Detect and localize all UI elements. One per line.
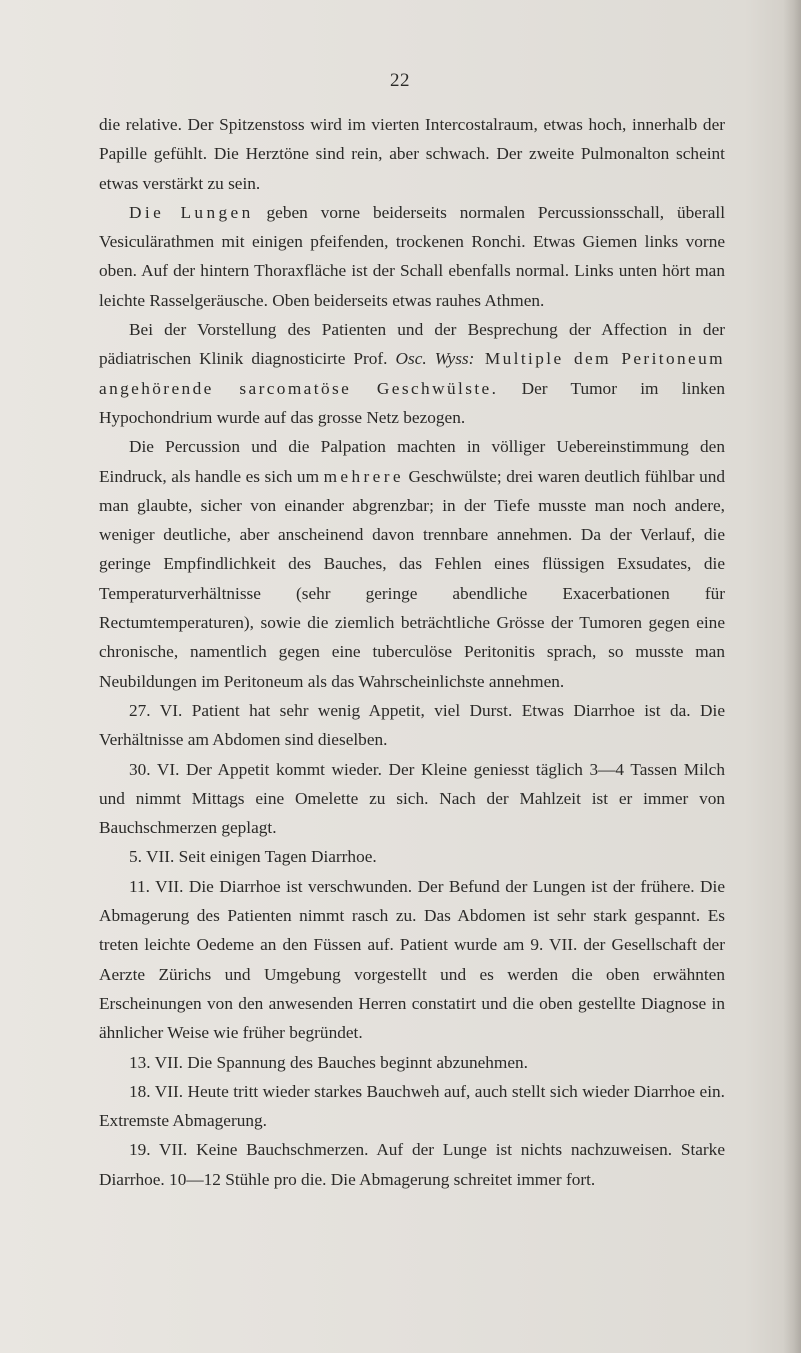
entry-18-vii: 18. VII. Heute tritt wieder starkes Bauchweh auf, auch stellt sich wieder Diarrhoe ein. Extremste Abmagerung. (99, 1081, 725, 1131)
entry-30-vi: 30. VI. Der Appetit kommt wieder. Der Kleine geniesst täglich 3—4 Tassen Milch und nimmt Mittags eine Omelette zu sich. Nach der Mahlzeit ist er immer von Bauchschmerzen geplagt. (99, 759, 725, 838)
diagnosis-spaced: Multiple dem Peritoneum angehörende sarcomatöse Geschwülste. (99, 349, 726, 398)
paragraph-lung-findings-text: geben vorne beiderseits normalen Percussionsschall, überall Vesiculärathmen mit einigen pfeifenden, trockenen Ronchi. Etwas Giemen links vorne oben. Auf der hintern Thoraxfläche ist der Schall ebenfalls normal. Links unten hört man leichte Rasselgeräusche. Oben beiderseits etwas rauhes Athmen. (99, 202, 726, 310)
entry-13-vii: 13. VII. Die Spannung des Bauches beginnt abzunehmen. (129, 1052, 528, 1072)
paragraph-heart-findings: die relative. Der Spitzenstoss wird im vierten Intercostalraum, etwas hoch, innerhalb der Papille gefühlt. Die Herztöne sind rein, aber schwach. Der zweite Pulmonalton scheint etwas verstärkt zu sein. (99, 115, 725, 193)
paragraph-diagnosis-tumor: Der Tumor im linken Hypochondrium wurde auf das grosse Netz bezogen. (99, 378, 725, 427)
professor-name: Osc. Wyss: (395, 349, 475, 369)
paragraph-lung-findings (99, 198, 725, 315)
entry-27-vi: 27. VI. Patient hat sehr wenig Appetit, viel Durst. Etwas Diarrhoe ist da. Die Verhältnisse am Abdomen sind dieselben. (99, 700, 725, 750)
page-edge-shadow (783, 0, 801, 1353)
entry-5-vii: 5. VII. Seit einigen Tagen Diarrhoe. (129, 847, 377, 867)
page-number: 22 (390, 70, 410, 91)
emphasis-mehrere: mehrere (323, 466, 404, 486)
paragraph-diagnosis (99, 315, 725, 432)
entry-19-vii: 19. VII. Keine Bauchschmerzen. Auf der Lunge ist nichts nachzuweisen. Starke Diarrhoe. 10—12 Stühle pro die. Die Abmagerung schreitet immer fort. (99, 1140, 725, 1189)
entry-11-vii: 11. VII. Die Diarrhoe ist verschwunden. Der Befund der Lungen ist der frühere. Die Abmagerung des Patienten nimmt rasch zu. Das Abdomen ist sehr stark gespannt. Es treten leichte Oedeme an den Füssen auf. Patient wurde am 9. VII. der Gesellschaft der Aerzte Zürichs und Umgebung vorgestellt und es werden die oben erwähnten Erscheinungen von den anwesenden Herren constatirt und die oben gestellte Diagnose in ähnlicher Weise wie früher begründet. (99, 876, 725, 1043)
body-text (99, 110, 725, 1194)
paragraph-percussion (99, 432, 725, 696)
emphasis-lungs: Die Lungen (129, 202, 254, 222)
paragraph-diagnosis-intro: Bei der Vorstellung des Patienten und der Besprechung der Affection in der pädiatrischen Klinik diagnosticirte Prof. (99, 320, 725, 369)
paragraph-percussion-intro: Die Percussion und die Palpation machten in völliger Uebereinstimmung den Eindruck, als handle es sich um (99, 437, 725, 486)
paragraph-percussion-text: Geschwülste; drei waren deutlich fühlbar und man glaubte, sicher von einander abgrenzbar; in der Tiefe musste man noch andere, weniger deutliche, aber anscheinend davon trennbare annehmen. Da der Verlauf, die geringe Empfindlichkeit des Bauches, das Fehlen eines flüssigen Exsudates, die Temperaturverhältnisse (sehr geringe abendliche Exacerbationen für Rectumtemperaturen), sowie die ziemlich beträchtliche Grösse der Tumoren gegen eine chronische, namentlich gegen eine tuberculöse Peritonitis sprach, so musste man Neubildungen im Peritoneum als das Wahrscheinlichste annehmen. (99, 466, 725, 691)
